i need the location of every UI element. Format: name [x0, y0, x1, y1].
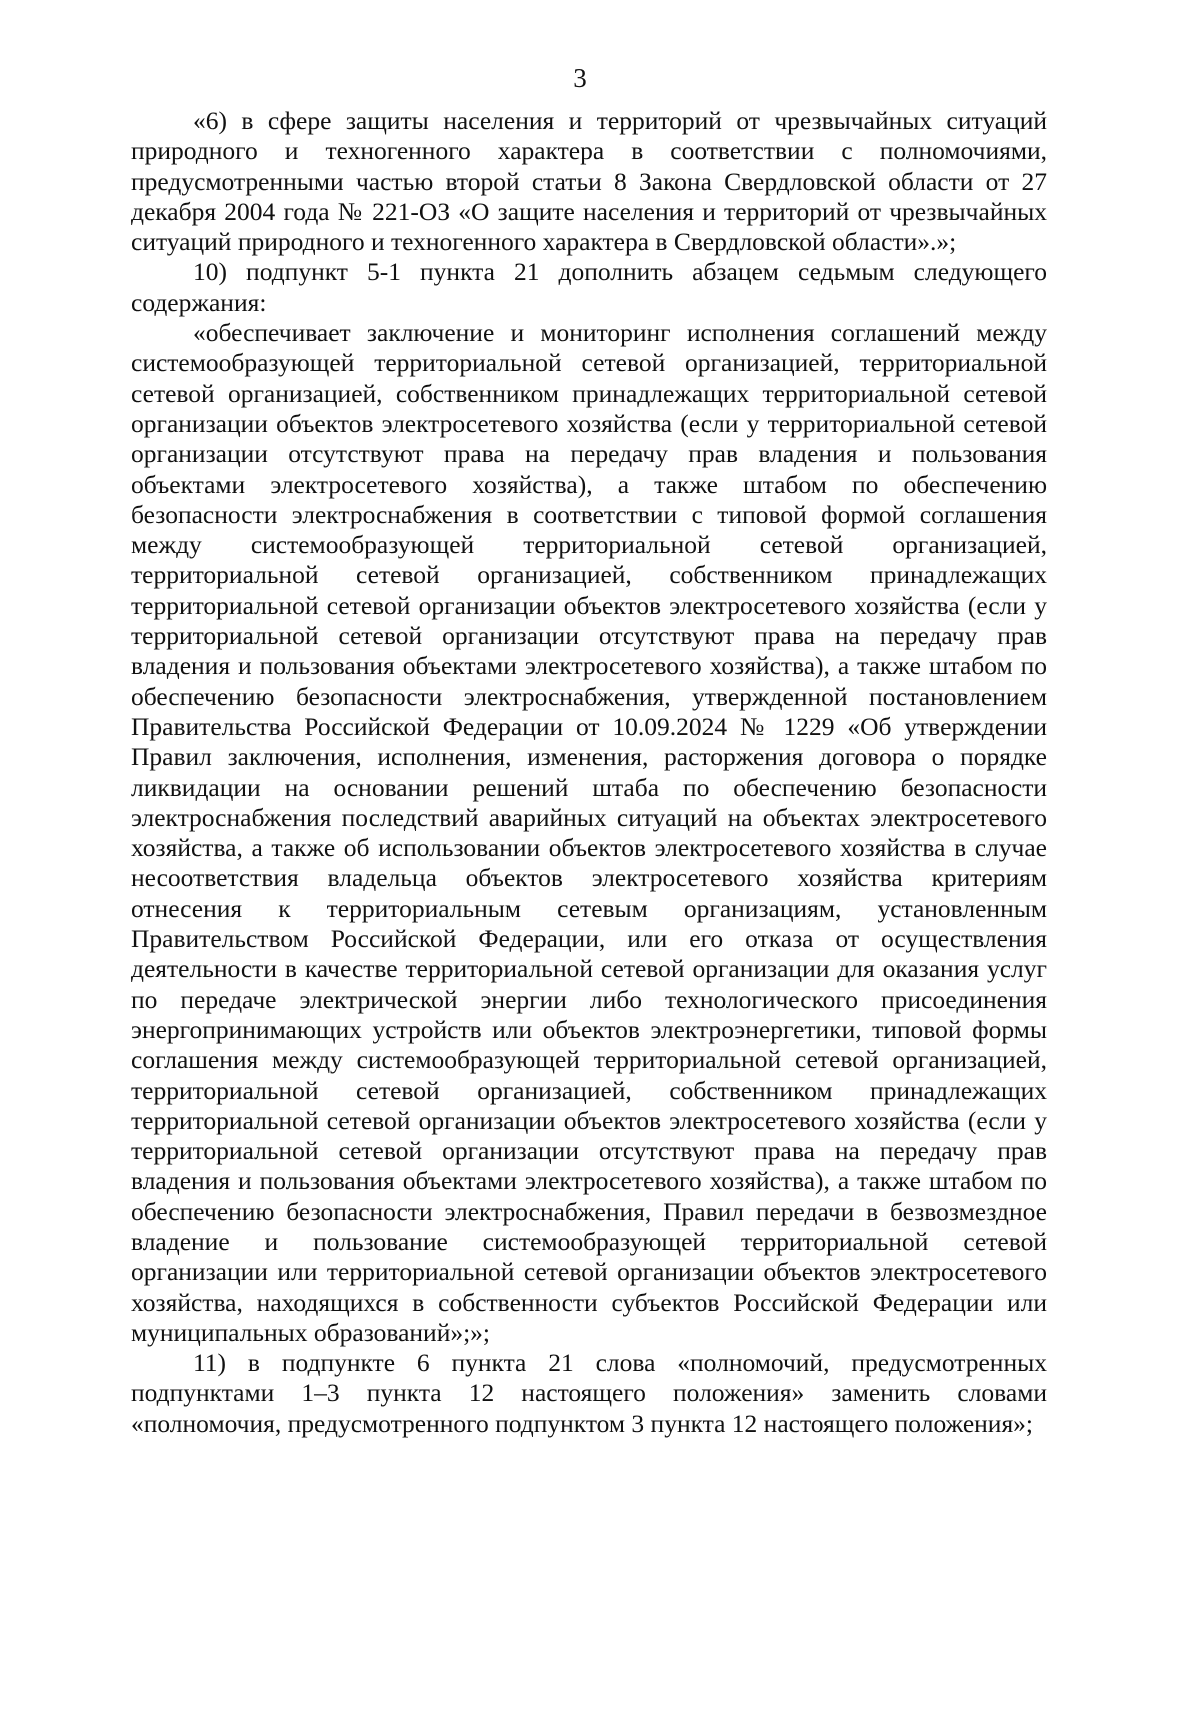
paragraph-new-abzac-text: «обеспечивает заключение и мониторинг исполнения соглашений между системообразующей территориальной сетевой организацией, территориальной сетевой организацией, собственником принадлежащих территориальной сетевой организации объектов электросетевого хозяйства (если у территориальной сетевой организации отсутствуют права на передачу прав владения и пользования объектами электросетевого хозяйства), а также штабом по обеспечению безопасности электроснабжения в соответствии с типовой формой соглашения между системообразующей территориальной сетевой организацией, территориальной сетевой организацией, собственником принадлежащих территориальной сетевой организации объектов электросетевого хозяйства (если у территориальной сетевой организации отсутствуют права на передачу прав владения и пользования объектами электросетевого хозяйства), а также штабом по обеспечению безопасности электроснабжения, утвержденной постановлением Правительства Российской Федерации от 10.09.2024 № 1229 «Об утверждении Правил заключения, исполнения, изменения, расторжения договора о порядке ликвидации на основании решений штаба по обеспечению безопасности электроснабжения последствий аварийных ситуаций на объектах электросетевого хозяйства, а также об использовании объектов электросетевого хозяйства в случае несоответствия владельца объектов электросетевого хозяйства критериям отнесения к территориальным сетевым организациям, установленным Правительством Российской Федерации, или его отказа от осуществления деятельности в качестве территориальной сетевой организации для оказания услуг по передаче электрической энергии либо технологического присоединения энергопринимающих устройств или объектов электроэнергетики, типовой формы соглашения между системообразующей территориальной сетевой организацией, территориальной сетевой организацией, собственником принадлежащих территориальной сетевой организации объектов электросетевого хозяйства (если у территориальной сетевой организации отсутствуют права на передачу прав владения и пользования объектами электросетевого хозяйства), а также штабом по обеспечению безопасности электроснабжения, Правил передачи в безвозмездное владение и пользование системообразующей территориальной сетевой организации или территориальной сетевой организации объектов электросетевого хозяйства, находящихся в собственности субъектов Российской Федерации или муниципальных образований»;»; [131, 318, 1047, 1347]
paragraph-item-10: 10) подпункт 5-1 пункта 21 дополнить абзацем седьмым следующего содержания: [131, 257, 1047, 317]
paragraph-item-6-continuation: «6) в сфере защиты населения и территорий от чрезвычайных ситуаций природного и техногенного характера в соответствии с полномочиями, предусмотренными частью второй статьи 8 Закона Свердловской области от 27 декабря 2004 года № 221-ОЗ «О защите населения и территорий от чрезвычайных ситуаций природного и техногенного характера в Свердловской области».»; [131, 106, 1047, 257]
paragraph-item-11: 11) в подпункте 6 пункта 21 слова «полномочий, предусмотренных подпунктами 1–3 пункта 12 настоящего положения» заменить словами «полномочия, предусмотренного подпунктом 3 пункта 12 настоящего положения»; [131, 1348, 1047, 1438]
page-number: 3 [573, 63, 587, 93]
document-body [131, 106, 1047, 1439]
